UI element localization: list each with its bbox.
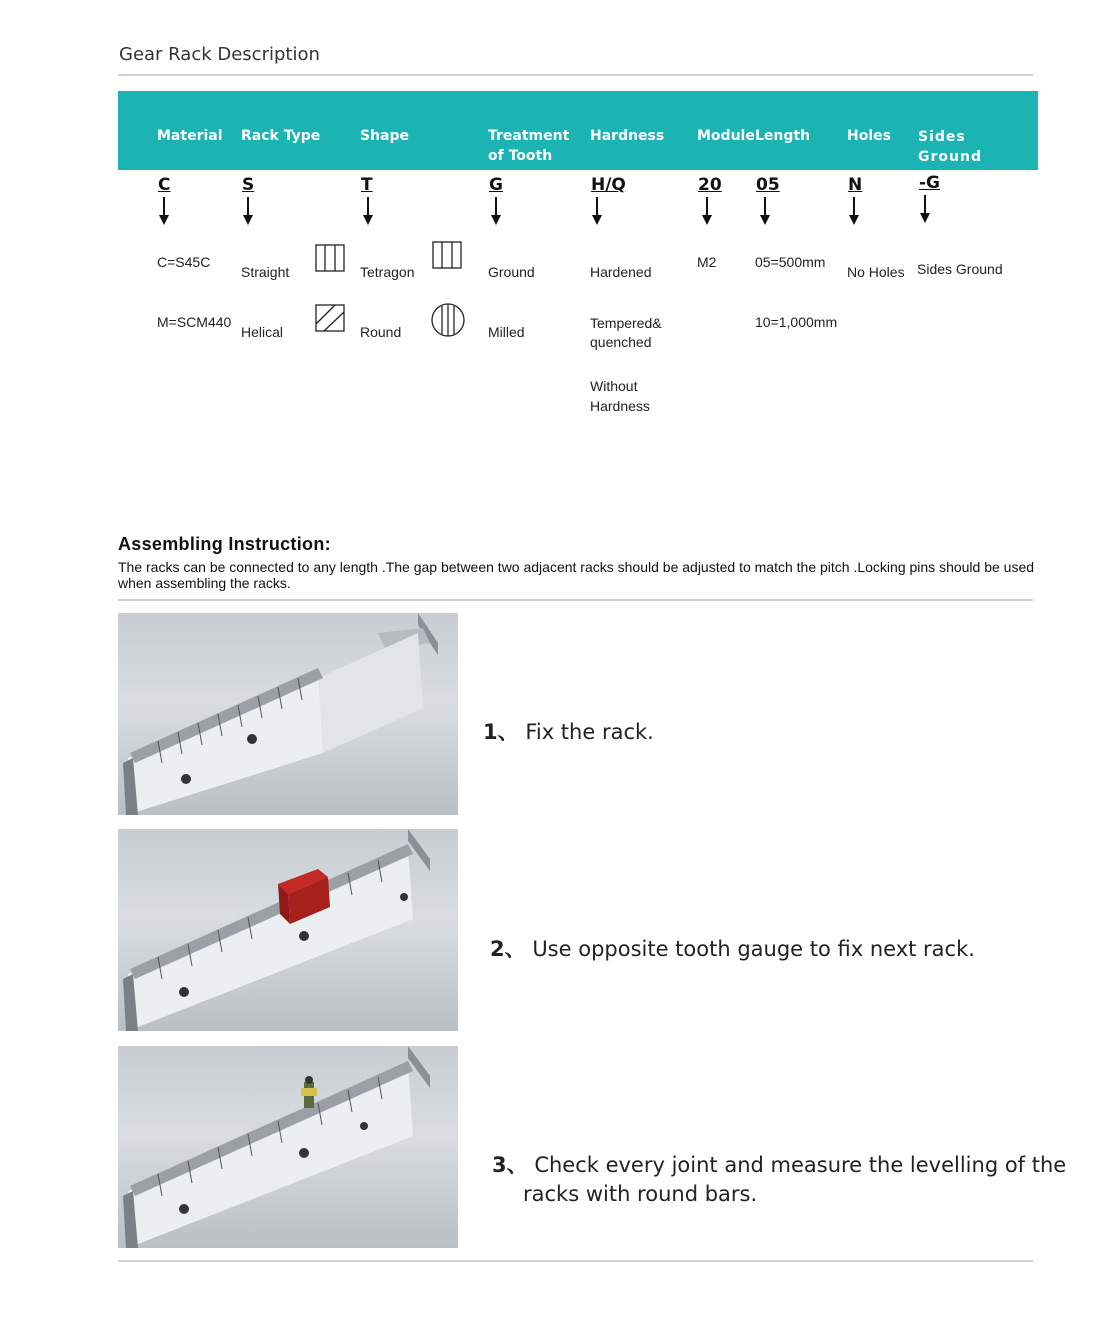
step-2-image <box>118 829 458 1031</box>
module-option: M2 <box>697 254 717 270</box>
rack-type-option: Straight <box>241 264 290 280</box>
hardness-option: Without <box>590 378 638 394</box>
divider <box>118 1260 1033 1262</box>
page-title: Gear Rack Description <box>119 44 320 65</box>
header-sides-ground: Sides Ground <box>918 129 982 165</box>
hardness-option: Hardened <box>590 264 652 280</box>
header-rack-type: Rack Type <box>241 128 321 144</box>
step-text: Fix the rack. <box>525 720 654 744</box>
code-rack-type: S <box>242 175 255 195</box>
arrow-down-icon <box>591 197 603 227</box>
assembling-description: The racks can be connected to any length .The gap between two adjacent racks should be adjusted to match the pitch .Locking pins should be used when assembling the racks. <box>118 559 1035 591</box>
code-length: 05 <box>756 175 780 195</box>
material-option: M=SCM440 <box>157 314 232 330</box>
assembling-title: Assembling Instruction: <box>118 534 331 554</box>
arrow-down-icon <box>242 197 254 227</box>
step-text: Use opposite tooth gauge to fix next rack. <box>532 937 975 961</box>
step-number: 3、 <box>492 1153 528 1177</box>
holes-option: No Holes <box>847 264 905 280</box>
hardness-option: Tempered& <box>590 315 662 331</box>
arrow-down-icon <box>490 197 502 227</box>
material-option: C=S45C <box>157 254 211 270</box>
code-sides-ground: -G <box>919 173 941 193</box>
code-treatment: G <box>489 175 503 195</box>
divider <box>118 74 1033 76</box>
arrow-down-icon <box>848 197 860 227</box>
tetragon-shape-icon <box>432 241 462 269</box>
length-option: 05=500mm <box>755 254 826 270</box>
step-2 <box>490 935 975 963</box>
step-text: Check every joint and measure the levelling of the <box>534 1153 1067 1177</box>
arrow-down-icon <box>919 195 931 225</box>
hardness-option: quenched <box>590 334 652 350</box>
treatment-option: Ground <box>488 264 535 280</box>
step-3 <box>492 1151 1066 1179</box>
code-material: C <box>158 175 171 195</box>
hardness-option: Hardness <box>590 398 650 414</box>
arrow-down-icon <box>701 197 713 227</box>
header-hardness: Hardness <box>590 128 665 144</box>
header-holes: Holes <box>847 128 891 144</box>
step-1-image <box>118 613 458 815</box>
helical-rack-icon <box>315 304 345 332</box>
header-treatment: Treatment of Tooth <box>488 128 570 164</box>
rack-type-option: Helical <box>241 324 284 340</box>
header-length: Length <box>755 128 811 144</box>
header-module: Module <box>697 128 755 144</box>
arrow-down-icon <box>759 197 771 227</box>
round-shape-icon <box>430 302 466 338</box>
step-3-image <box>118 1046 458 1248</box>
code-module: 20 <box>698 175 722 195</box>
shape-option: Round <box>360 324 402 340</box>
step-3-continued: racks with round bars. <box>523 1182 758 1206</box>
length-option: 10=1,000mm <box>755 314 838 330</box>
code-hardness: H/Q <box>591 175 626 195</box>
straight-rack-icon <box>315 244 345 272</box>
shape-option: Tetragon <box>360 264 415 280</box>
header-material: Material <box>157 128 223 144</box>
step-number: 1、 <box>483 720 519 744</box>
divider <box>118 599 1033 601</box>
arrow-down-icon <box>362 197 374 227</box>
arrow-down-icon <box>158 197 170 227</box>
header-shape: Shape <box>360 128 410 144</box>
code-shape: T <box>361 175 373 195</box>
step-1 <box>483 718 654 746</box>
treatment-option: Milled <box>488 324 525 340</box>
sides-ground-option: Sides Ground <box>917 261 1003 277</box>
step-number: 2、 <box>490 937 526 961</box>
code-holes: N <box>848 175 863 195</box>
